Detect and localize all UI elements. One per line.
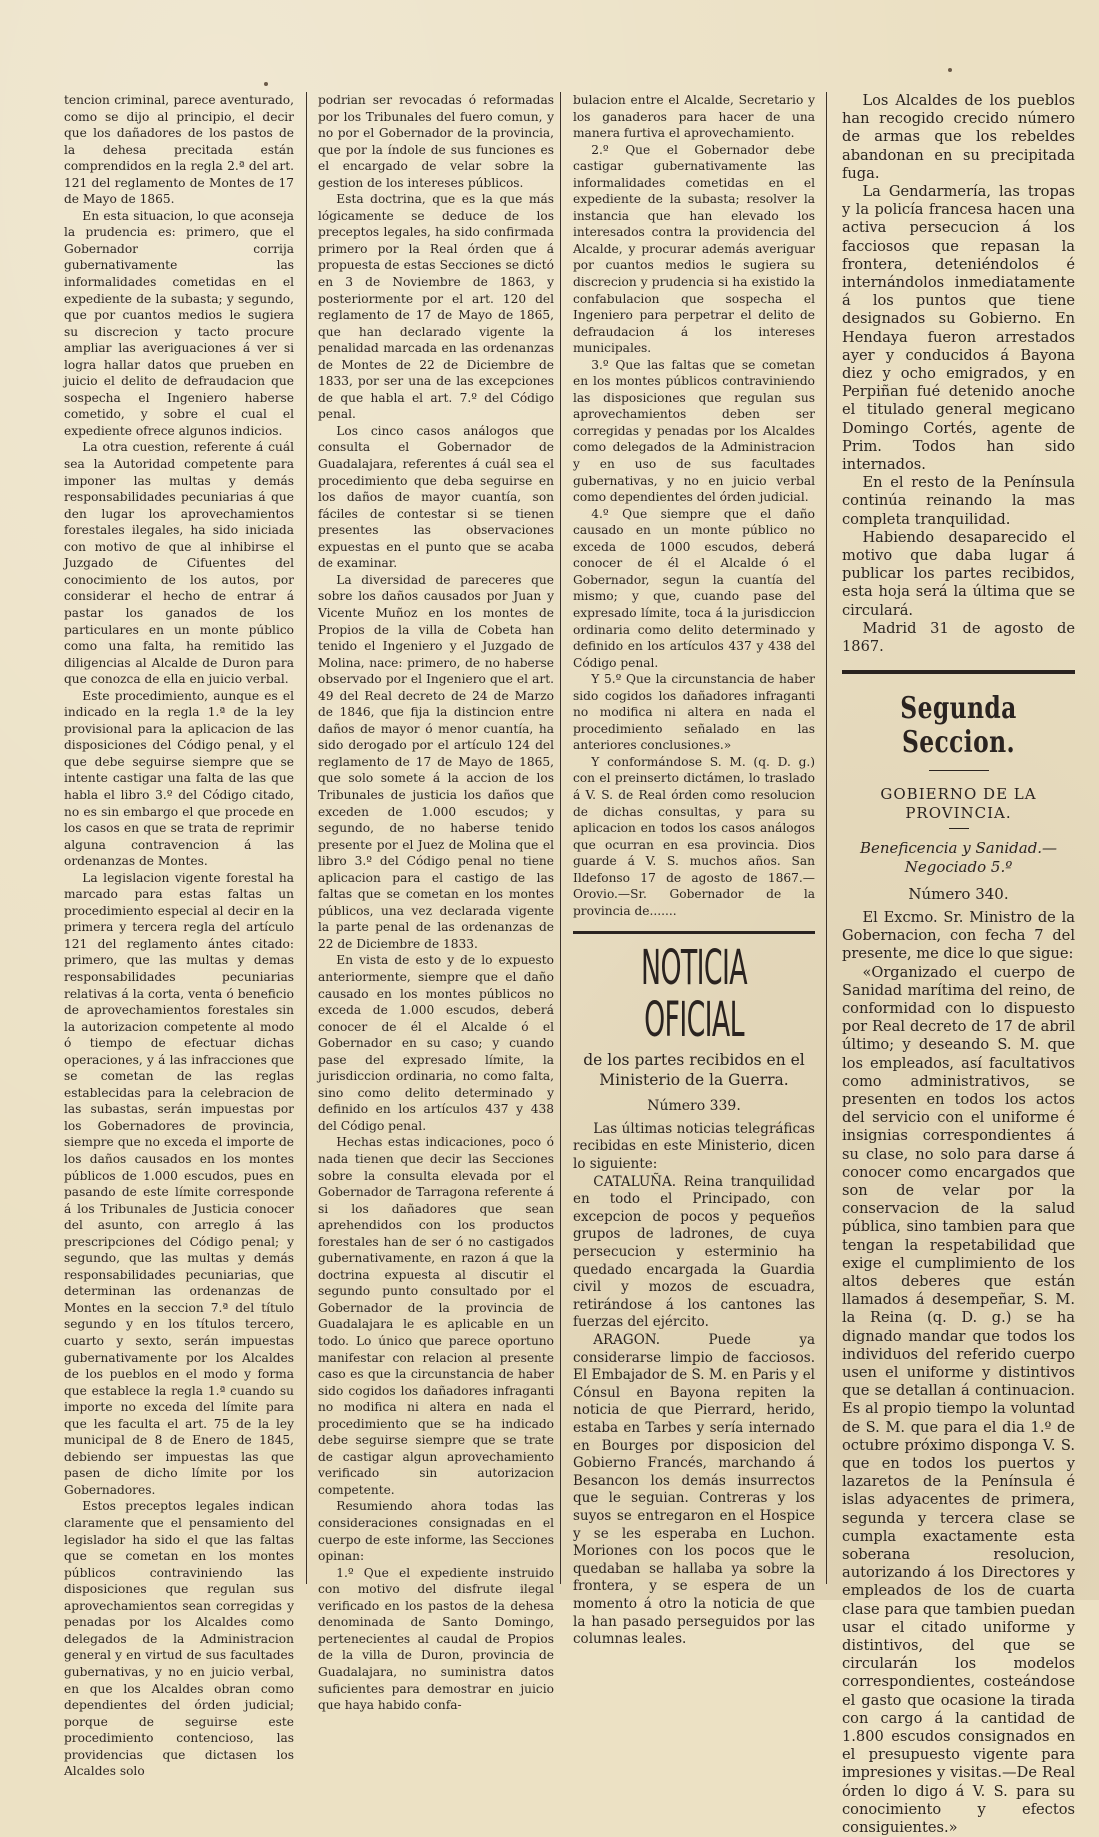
- paragraph: 4.º Que siempre que el daño causado en un monte público no exceda de 1000 escudos, deberá conocer de él el Alcalde ó el Gobernador, segun la cuantía del mismo; y que, cuando pase del expresado límite, toca á la jurisdiccion ordinaria como delito determinado y definido en los artículos 437 y 438 del Código penal.: [573, 506, 815, 670]
- noticia-oficial-title: NOTICIA OFICIAL: [641, 940, 747, 1049]
- column-1: [64, 92, 294, 1779]
- paragraph: «Organizado el cuerpo de Sanidad marítima del reino, de conformidad con lo dispuesto por Real decreto de 17 de abril último; y deseando S. M. que los empleados, así facultativos como administrativos, se presenten en todos los actos del servicio con el uniforme é insignias correspondientes á su clase, no solo para darse á conocer como encargados que son de velar por la conservacion de la salud pública, sino tambien para que tengan la respetabilidad que exige el cumplimiento de los altos deberes que están llamados á desempeñar, S. M. la Reina (q. D. g.) se ha dignado mandar que todos los individuos del referido cuerpo usen el uniforme y distintivos que se detallan á continuacion. Es al propio tiempo la voluntad de S. M. que para el dia 1.º de octubre próximo disponga V. S. que en todos los puertos y lazaretos de la Península é islas adyacentes de primera, segunda y tercera clase se cumpla exactamente esta soberana resolucion, autorizando á los Directores y empleados de los de cuarta clase para que tambien puedan usar el citado uniforme y distintivos, del que se circularán los modelos correspondientes, costeándose el gasto que ocasione la tirada con cargo á la cantidad de 1.800 escudos consignados en el presupuesto vigente para impresiones y visitas.—De Real órden lo digo á V. S. para su conocimiento y efectos consiguientes.»: [842, 963, 1075, 1837]
- column-rule: [306, 92, 307, 1584]
- paragraph: Estos preceptos legales indican claramente que el pensamiento del legislador ha sido el que las faltas que se cometan en los montes públicos contraviniendo las disposiciones que regulan sus aprovechamientos sean corregidas y penadas por los Alcaldes como delegados de la Administracion general y en virtud de sus facultades gubernativas, y no en juicio verbal, en que los Alcaldes obran como dependientes del órden judicial; porque de seguirse este procedimiento contencioso, las providencias que dictasen los Alcaldes solo: [64, 1499, 294, 1779]
- paragraph: En vista de esto y de lo expuesto anteriormente, siempre que el daño causado en los montes públicos no exceda de 1.000 escudos, deberá conocer de él el Alcalde ó el Gobernador en su caso; y cuando pase del expresado límite, la jurisdiccion ordinaria, no como falta, sino como delito determinado y definido en los artículos 437 y 438 del Código penal.: [318, 953, 554, 1133]
- paragraph: En el resto de la Península continúa reinando la mas completa tranquilidad.: [842, 474, 1075, 528]
- paragraph: Esta doctrina, que es la que más lógicamente se deduce de los preceptos legales, ha sido confirmada primero por la Real órden que á propuesta de estas Secciones se dictó en 3 de Noviembre de 1863, y posteriormente por el art. 120 del reglamento de 17 de Mayo de 1865, que han declarado vigente la penalidad marcada en las ordenanzas de Montes de 22 de Diciembre de 1833, por ser una de las excepciones de que habla el art. 7.º del Código penal.: [318, 192, 554, 422]
- paragraph: bulacion entre el Alcalde, Secretario y los ganaderos para hacer de una manera furtiva el aprovechamiento.: [573, 93, 815, 141]
- numero-340: Número 340.: [908, 884, 1009, 903]
- paragraph: CATALUÑA. Reina tranquilidad en todo el Principado, con excepcion de pocos y pequeños grupos de ladrones, de cuya persecucion y esterminio ha quedado encargada la Guardia civil y mozos de escuadra, retirándose á los cantones las fuerzas del ejército.: [573, 1173, 815, 1331]
- paragraph: Las últimas noticias telegráficas recibidas en este Ministerio, dicen lo siguiente:: [573, 1120, 815, 1173]
- section-divider: [573, 931, 815, 934]
- paragraph: tencion criminal, parece aventurado, como se dijo al principio, el decir que los dañadores de los pastos de la dehesa precitada están comprendidos en la regla 2.ª del art. 121 del reglamento de Montes de 17 de Mayo de 1865.: [64, 93, 294, 207]
- paragraph: El Excmo. Sr. Ministro de la Gobernacion, con fecha 7 del presente, me dice lo que sigue:: [842, 908, 1075, 963]
- paragraph: En esta situacion, lo que aconseja la prudencia es: primero, que el Gobernador corrija gubernativamente las informalidades cometidas en el expediente de la subasta; y segundo, que por cuantos medios le sugiera su discrecion y tacto procure ampliar las averiguaciones á ver si logra hallar datos que prueben en juicio el delito de defraudacion que sospecha el Ingeniero haberse cometido, y sobre el cual el expediente ofrece algunos indicios.: [64, 208, 294, 438]
- paragraph: Y 5.º Que la circunstancia de haber sido cogidos los dañadores infraganti no modifica ni altera en nada el procedimiento señalado en las anteriores conclusiones.»: [573, 672, 815, 753]
- gobierno-heading: GOBIERNO DE LA PROVINCIA.: [880, 785, 1037, 822]
- ink-spot: [264, 82, 268, 86]
- column-3: [573, 92, 815, 1648]
- paragraph: La legislacion vigente forestal ha marcado para estas faltas un procedimiento especial al decir en la primera y tercera regla del artículo 121 del reglamento ántes citado: primero, que las multas y demas responsabilidades pecuniarias relativas á la corta, venta ó beneficio de aprovechamientos forestales sin la autorizacion competente al modo ó tiempo de efectuar dichas operaciones, y á las infracciones que se cometan de las reglas establecidas para la celebracion de las subastas, serán impuestas por los Gobernadores de provincia, siempre que no exceda el importe de los daños causados en los montes públicos de 1.000 escudos, pues en pasando de este límite corresponde á los Tribunales de Justicia conocer del asunto, con arreglo á las prescripciones del Código penal; y segundo, que las multas y demás responsabilidades pecuniarias, que determinan las ordenanzas de Montes en la seccion 7.ª del título segundo y en los títulos tercero, cuarto y sexto, serán impuestas gubernativamente por los Alcaldes de los pueblos en el modo y forma que establece la regla 1.ª cuando su importe no exceda del límite para que les faculta el art. 75 de la ley municipal de 8 de Enero de 1845, debiendo ser impuestas las que pasen de dicho límite por los Gobernadores.: [64, 870, 294, 1497]
- paragraph: podrian ser revocadas ó reformadas por los Tribunales del fuero comun, y no por el Gobernador de la provincia, que por la índole de sus funciones es el encargado de velar sobre la gestion de los intereses públicos.: [318, 93, 554, 190]
- paragraph: La otra cuestion, referente á cuál sea la Autoridad competente para imponer las multas y demás responsabilidades pecuniarias á que den lugar los aprovechamientos forestales ilegales, ha sido iniciada con motivo de que al inhibirse el Juzgado de Cifuentes del conocimiento de los autos, por considerar el hecho de entrar á pastar los ganados de los particulares en un monte público como una falta, ha remitido las diligencias al Alcalde de Duron para que conozca de ella en juicio verbal.: [64, 440, 294, 687]
- ink-spot: [948, 68, 952, 72]
- paragraph: Los Alcaldes de los pueblos han recogido crecido número de armas que los rebeldes abandonan en su precipitada fuga.: [842, 92, 1075, 182]
- short-divider: [949, 828, 969, 829]
- segunda-seccion-title: Segunda Seccion.: [900, 691, 1017, 761]
- column-rule: [826, 92, 827, 1584]
- short-divider: [929, 770, 989, 771]
- paragraph: 1.º Que el expediente instruido con motivo del disfrute ilegal verificado en los pastos de la dehesa denominada de Santo Domingo, pertenecientes al caudal de Propios de la villa de Duron, provincia de Guadalajara, no suministra datos suficientes para demostrar en juicio que haya habido confa-: [318, 1565, 554, 1713]
- column-rule: [560, 92, 561, 1584]
- column-2: [318, 92, 554, 1713]
- paragraph: Habiendo desaparecido el motivo que daba lugar á publicar los partes recibidos, esta hoja será la última que se circulará.: [842, 528, 1075, 619]
- paragraph: La diversidad de pareceres que sobre los daños causados por Juan y Vicente Muñoz en los montes de Propios de la villa de Cobeta han tenido el Ingeniero y el Juzgado de Molina, nace: primero, de no haberse observado por el Ingeniero que el art. 49 del Real decreto de 24 de Marzo de 1846, que fija la distincion entre daños de mayor ó menor cuantía, ha sido derogado por el artículo 124 del reglamento de 17 de Mayo de 1865, que solo somete á la accion de los Tribunales de justicia los daños que exceden de 1.000 escudos; y segundo, de no haberse tenido presente por el Juez de Molina que el libro 3.º del Código penal no tiene aplicacion para el castigo de las faltas que se cometan en los montes públicos, una vez declarada vigente la parte penal de las ordenanzas de 22 de Diciembre de 1833.: [318, 572, 554, 951]
- column-4: [842, 92, 1075, 1837]
- numero-339: Número 339.: [647, 1098, 741, 1115]
- paragraph: Hechas estas indicaciones, poco ó nada tienen que decir las Secciones sobre la consulta elevada por el Gobernador de Tarragona referente á si los dañadores que sean aprehendidos con los productos forestales han de ser ó no castigados gubernativamente, en razon á que la doctrina expuesta al discutir el segundo punto consultado por el Gobernador de la provincia de Guadalajara le es aplicable en un todo. Lo único que parece oportuno manifestar con relacion al presente caso es que la circunstancia de haber sido cogidos los dañadores infraganti no modifica ni altera en nada el procedimiento que se ha indicado debe seguirse siempre que se trate de castigar algun aprovechamiento verificado sin autorizacion competente.: [318, 1135, 554, 1497]
- paragraph: Resumiendo ahora todas las consideraciones consignadas en el cuerpo de este informe, las Secciones opinan:: [318, 1499, 554, 1564]
- noticia-subtitle: de los partes recibidos en el Ministerio de la Guerra.: [583, 1051, 805, 1090]
- paragraph: La Gendarmería, las tropas y la policía francesa hacen una activa persecucion á los facciosos que repasan la frontera, deteniéndolos é internándolos inmediatamente á los puntos que tiene designados su Gobierno. En Hendaya fueron arrestados ayer y conducidos á Bayona diez y ocho emigrados, y en Perpiñan fué detenido anoche el titulado general megicano Domingo Cortés, agente de Prim. Todos han sido internados.: [842, 183, 1075, 474]
- date-line: Madrid 31 de agosto de 1867.: [842, 619, 1075, 656]
- paragraph: Y conformándose S. M. (q. D. g.) con el preinserto dictámen, lo traslado á V. S. de Real órden como resolucion de dichas consultas, y para su aplicacion en todos los casos análogos que ocurran en esa provincia. Dios guarde á V. S. muchos años. San Ildefonso 17 de agosto de 1867.—Orovio.—Sr. Gobernador de la provincia de.......: [573, 754, 815, 918]
- paragraph: Este procedimiento, aunque es el indicado en la regla 1.ª de la ley provisional para la aplicacion de las disposiciones del Código penal, y el que debe seguirse siempre que se intente castigar una falta de las que habla el libro 3.º del Código citado, no es sin embargo el que procede en los casos en que se trata de reprimir alguna contravencion á las ordenanzas de Montes.: [64, 688, 294, 869]
- paragraph: 3.º Que las faltas que se cometan en los montes públicos contraviniendo las disposiciones que regulan sus aprovechamientos deben ser corregidas y penadas por los Alcaldes como delegados de la Administracion y en uso de sus facultades gubernativas, y no en juicio verbal como dependientes del órden judicial.: [573, 357, 815, 505]
- paragraph: Los cinco casos análogos que consulta el Gobernador de Guadalajara, referentes á cuál sea el procedimiento que deba seguirse en los daños de mayor cuantía, son fáciles de contestar si se tienen presentes las observaciones expuestas en el punto que se acaba de examinar.: [318, 423, 554, 571]
- paragraph: 2.º Que el Gobernador debe castigar gubernativamente las informalidades cometidas en el expediente de la subasta; resolver la instancia que han elevado los interesados contra la providencia del Alcalde, y procurar además averiguar por cuantos medios le sugiera su discrecion y prudencia si ha existido la confabulacion que sospecha el Ingeniero para perpetrar el delito de defraudacion á los intereses municipales.: [573, 142, 815, 356]
- department-heading: Beneficencia y Sanidad.—Negociado 5.º: [859, 838, 1058, 876]
- paragraph: ARAGON. Puede ya considerarse limpio de facciosos. El Embajador de S. M. en Paris y el Cónsul en Bayona repiten la noticia de que Pierrard, herido, estaba en Tarbes y sería internado en Bourges por disposicion del Gobierno Francés, marchando á Besancon los demás insurrectos que le seguian. Contreras y los suyos se entregaron en el Hospice y se les esperaba en Luchon. Moriones con los pocos que le quedaban se hallaba ya sobre la frontera, y se espera de un momento á otro la noticia de que la han pasado perseguidos por las columnas leales.: [573, 1332, 815, 1648]
- section-divider: [842, 670, 1075, 674]
